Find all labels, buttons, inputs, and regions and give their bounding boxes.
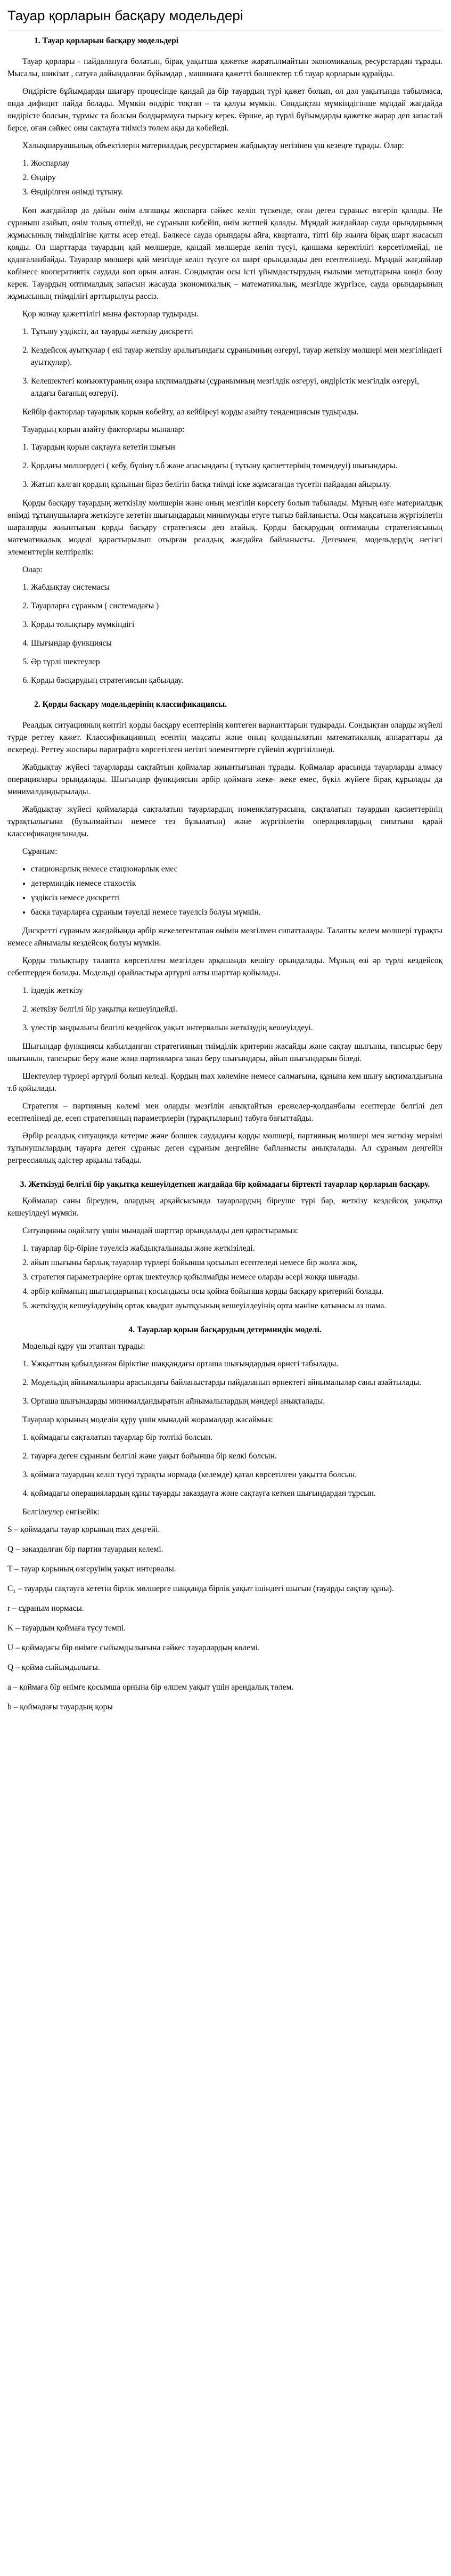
paragraph-2: Өндірісте бұйымдарды шығару процесінде қандай да бір тауардың түрі қажет болып, ол дәл уақытында табылмаса, онда дифицит пайда болады. Мүмкін өндіріс тоқтап – та қалуы мүмкін. Сондықтан мүмкіндігінше мұндай жағдайда өндірісте болсын, тұрмыс та болсын болдырмауға тырысу керек. Өрине, әр түрлі бұйымдарды қажетке жарар деп запастай берсе, оған сәйкес оны сақтауға тиімсіз төлем ақы да көбейеді.: [7, 87, 442, 133]
list-item: 1. Ұжқыттың қабылданған біріктіне шаққандағы орташа шығындардың өрнегі табылады.: [31, 1358, 442, 1370]
paragraph-14: Дискретті сұраным жағдайында әрбір жекелегентапан өнімін мезгілмен сипатталады. Талапты келем мөлшері тұрақты немесе айнымалы кездейсоқ болуы мүмкін.: [7, 926, 442, 948]
paragraph-17: Шектеулер түрлері әртүрлі болып келеді. Қордың max көлеміне немесе салмағына, құнына кем шығу ықтималдығына т.б қойылады.: [7, 1072, 442, 1093]
list-item: • детерминдік немесе стахостік: [31, 877, 442, 890]
paragraph-3: Халықшаруашылық объектілерін материалдық ресурстармен жабдықтау негізінен үш кезеңге тұрады. Олар:: [22, 141, 404, 150]
section-heading-4: 4. Тауарлар қорын басқарудың детерминдік моделі.: [128, 1325, 322, 1334]
paragraph-8: Қорды басқару тауардың жеткізілу мөлшерін және оның мезгілін көрсету болып табылады. Мұның өзге материалдық өнімді тұтынушыларға жеткізуге кететін шығындардың минимумды етуге тығыз байланысты. Осы мақсатына жүргізілетін шараларды жиынтығын қорды басқару стратегиясы деп атайық. Қорды басқарудың оптималды стратегиясының математикалық моделі қарастырылып отырған реалдық жағдайға байланысты. Дегенмен, модельдердің негізгі элементтерін келтірелік:: [7, 499, 442, 557]
notation-list: [7, 1523, 442, 1713]
list-item: 2. жеткізу белгілі бір уақытқа кешеуілдейді.: [31, 1003, 442, 1015]
notation-item: C₁ – тауарды сақтауға кететін бірлік мөлшерге шаққанда бірлік уақыт ішіндегі шығын (тауарды сақтау құны).: [7, 1584, 394, 1593]
list-demand-types: [7, 863, 442, 918]
section-heading-2: 2. Қорды басқару модельдерінің классификациясы.: [34, 700, 227, 709]
paragraph-15: Қорды толықтыру талапта көрсетілген мезгілден арқашанда кешігу орындалады. Мұның өзі әр түрлі кездейсоқ себептерден болады. Модельді орайластыра артүрлі алты шарттар қойылады.: [7, 956, 442, 977]
list-item: 2. Модельдің айнымалылары арасындағы байланыстарды пайдаланып өрнектегі айнымалылар саны азайтылады.: [31, 1376, 442, 1389]
notation-item: U – қоймадағы бір өнімге сыйымдылығына сәйкес тауарлардың көлемі.: [7, 1643, 260, 1652]
paragraph-10: Реалдық ситуацияның көптігі қорды басқару есептерінің көптеген варианттарын тудырады. Сондықтан оларды жүйелі түрде реттеу қажет. Классификацияның есептің мақсаты және оның қолданылатын математикалық аппараттары да өскереді. Реттеу жоспары параграфта көрсетілген негізгі элементтерге сүйеніп жүргізілінеді.: [7, 721, 442, 754]
list-item: 3. үлестір заңдылығы белгілі кездейсоқ уақыт интервалын жеткізудің кешеуілдеуі.: [31, 1022, 442, 1034]
list-stock-factors: [7, 325, 442, 400]
list-item: 4. Шығындар функциясы: [31, 637, 442, 649]
notation-item: Q – заказдалған бір партия тауардың келемі.: [7, 1545, 163, 1554]
list-item: 4. қоймадағы операциялардың құны тауарды заказдауға және сақтауға кеткен шығындардан тұрсын.: [31, 1487, 442, 1499]
notation-item: K – тауардың қоймаға түсу темпі.: [7, 1624, 126, 1633]
list-reduce-factors: [7, 441, 442, 491]
list-item: 2. Тауарларға сұраным ( системадағы ): [31, 600, 442, 612]
paragraph-5: Қор жинау қажеттілігі мына факторлар тудырады.: [22, 309, 199, 319]
notation-item: b – қоймадағы тауардың қоры: [7, 1702, 113, 1711]
list-item: 2. тауарға деген сұраным белгілі және уақыт бойынша бір келкі болсын.: [31, 1450, 442, 1462]
list-model-elements: [7, 581, 442, 687]
paragraph-20: Қоймалар саны біреуден, олардың арқайсысында тауарлардың біреуше түрі бар, жеткізу кездейсоқ уақытқа кешеуілдеуі мүмкін.: [7, 1196, 442, 1218]
list-item: 6. Қорды басқарудың стратегиясын қабылдау.: [31, 674, 442, 687]
list-item: • үздіксіз немесе дискретті: [31, 892, 442, 904]
list-delivery-conditions: [7, 984, 442, 1034]
paragraph-1: Тауар қорлары - пайдалануға болатын, бірақ уақытша қажетке жаратылмайтын экономикалық ресурстардан тұрады. Мысалы, шикізат , сатуға дайындалған бұйымдар , машинаға қажетті бөлшектер т.б тауар қорларын құрайды.: [7, 57, 442, 78]
list-item: • стационарлық немесе стационарлық емес: [31, 863, 442, 875]
list-item: 1. қоймадағы сақталатын тауарлар бір толтікі болсын.: [31, 1431, 442, 1444]
list-item: 2. Кездейсоқ ауытқулар ( екі тауар жеткізу аралығындағы сұранымның өзгеруі, тауар жеткізу мөлшері мен мезгіліндегі ауытқулар).: [31, 344, 442, 369]
paragraph-6: Кейбір факторлар тауарлық қорын көбейту, ал кейбіреуі қорды азайту тенденциясын тудырады.: [22, 407, 359, 417]
paragraph-24: Белгілеулер енгізейік:: [22, 1507, 100, 1517]
paragraph-12: Жабдықтау жүйесі қоймаларда сақталатын тауарлардың номенклатурасына, сақталатын тауардың қасиеттерінің тұрақтылығына (бузылмайтын немесе тез бұзылатын) және жүргізілетін операциялардың сипатына қарай классификацияланады.: [7, 805, 442, 838]
list-model-stages: [7, 1358, 442, 1407]
list-supply-stages: [7, 157, 442, 198]
list-item: 2. Өндіру: [31, 172, 442, 184]
paragraph-23: Тауарлар қорының моделін құру үшін мынадай жорамалдар жасаймыз:: [22, 1415, 273, 1424]
notation-item: a – қоймаға бір өнімге қосымша орнына бір өлшем уақыт үшін арендалық төлем.: [7, 1683, 294, 1692]
list-item: 3. стратегия параметрлеріне ортақ шектеулер қойылмайды немесе оларды әсері жоққа шығады.: [31, 1271, 442, 1283]
paragraph-11: Жабдықтау жүйесі тауарларды сақтайтын қоймалар жиынтығынан тұрады. Қоймалар арасында тауарларды алмасу операциялары орындалады. Шығындар функциясын әрбір қоймаға жеке- жеке емес, бүкіл жүйеге бірақ құрылады да минималдандырылады.: [7, 763, 442, 796]
notation-item: Q – қойма сыйымдылығы.: [7, 1663, 100, 1672]
list-item: 4. әрбір қойманың шығындарының қосындысы осы қойма бойынша қорды басқару критерийі болады.: [31, 1285, 442, 1298]
paragraph-7: Тауардың қорын азайту факторлары мыналар:: [22, 425, 185, 434]
list-model-assumptions: [7, 1431, 442, 1499]
page-title: Тауар қорларын басқару модельдері: [7, 7, 243, 23]
list-item: 3. Өндірілген өнімді тұтыну.: [31, 186, 442, 198]
list-item: 1. тауарлар бір-біріне тәуелсіз жабдықталынады және жеткізіледі.: [31, 1242, 442, 1254]
list-item: 2. Қордағы мөлшердегі ( кебу, бүлінү т.б жане апасындағы ( тұтыну қасиеттерінің төмендеуі) шығындары.: [31, 460, 442, 472]
section-heading-1: 1. Тауар қорларын басқару модельдері: [34, 36, 179, 45]
list-item: 3. қоймаға тауардың келіп түсуі тұрақты нормада (келемде) қатал көрсетілген уақытта болсын.: [31, 1469, 442, 1481]
notation-item: S – қоймадағы тауар қорының max деңгейі.: [7, 1525, 160, 1534]
list-item: 2. айып шығыны барлық тауарлар түрлері бойынша қосылып есептеледі немесе бір жолға жоқ.: [31, 1257, 442, 1269]
section-heading-3: 3. Жеткізуді белгілі бір уақытқа кешеуілдеткен жағдайда бір қоймадағы біртекті тауарлар қорларын басқару.: [20, 1180, 430, 1189]
list-item: 3. Қорды толықтыру мүмкіндігі: [31, 618, 442, 631]
notation-item: r – сұраным нормасы.: [7, 1604, 84, 1613]
list-item: 1. Жоспарлау: [31, 157, 442, 169]
list-item: 1. Жабдықтау системасы: [31, 581, 442, 593]
notation-item: T – тауар қорының өзгеруінің уақыт интервалы.: [7, 1564, 176, 1574]
list-item: 1. Тауардың қорын сақтауға кететін шығын: [31, 441, 442, 453]
paragraph-22: Модельді құру үш этаптан тұрады:: [22, 1342, 145, 1351]
list-item: 1. іздедік жеткізу: [31, 984, 442, 997]
paragraph-4: Көп жағдайлар да дайын өнім алғашқы жоспарға сәйкес келіп түскенде, оған деген сұраныс өзгеріп қалады. Не сұраныш азайып, өнім толық өтпейді, не сұраныш көбейіп, өнім жетпей қалады. Мұндай жағдайлар сауда орындарының жұмысының тиімділігіне қатты әсер етеді. Бәлкесе сауда орындары айға, кварталға, тіпті бір жылға бірақ шарт жасасып қояды. Ол шарттарда тауардың қай мөлшерде, қандай мөлшерде келіп түсуі, қаншама керектілігі көрсетілмейді, не қадағаланбайды. Тауарлар мөлшері қай мезгілде келіп түсуге ол шарт орындалады деп есептелінеді. Мұндай жағдайлар көбінесе кооперативтік саудада көп орын алған. Сондықтан осы істі ұйымдастырудың ғылыми методтарына көңіл бөлу керек. Тауардың оптималдық запасын жасауда экономикалық – математикалық, мезгілде жүргізсе, сауда орындарының жұмысының тиімділігі арттырылуы рассіз.: [7, 206, 442, 301]
list-item: 5. Әр түрлі шектеулер: [31, 656, 442, 668]
paragraph-13: Сұраным:: [22, 847, 58, 856]
paragraph-19: Әрбір реалдық ситуацияда кетерме және бөлшек саудадағы қорды мөлшері, партияның мөлшері мен жеткізу мерзімі тұтынушылардың тауарға деген сұраныс деген сұраным деңгейіне байланысты анықталады. Ал сұраным деңгейін регрессиялық әдістер арқылы табады.: [7, 1131, 442, 1165]
list-assumptions: [7, 1242, 442, 1312]
list-item: 1. Тұтыну уздіксіз, ал тауарды жеткізу дискретті: [31, 325, 442, 338]
paragraph-18: Стратегия – партияның көлемі мен оларды мезгілін анықтайтын ережелер-қолданбалы есептерде белгілі деп есептелінеді де, есеп стратегияның параметрлерін (тұрақтыларын) табуға бағыттайды.: [7, 1102, 442, 1123]
paragraph-16: Шығындар функциясы қабылданған стратегияның тиімділік критерин жасайды және сақтау шығыны, тапсырыс беру шығынын, тапсырыс беру және жаңа партияларға заказ беру шығындары, айып шығындарын біледі.: [7, 1042, 442, 1063]
list-item: 3. Орташа шығындарды минималдандыратын айнымалылардың мәндері анықталады.: [31, 1395, 442, 1407]
list-item: 5. жеткізудің кешеуілдеуінің ортақ квадрат ауытқуының кешеуілдеуінің орта мәніне қатынасы аз шама.: [31, 1300, 442, 1312]
list-item: 3. Жатып қалған қордың құнының біраз белігін басқа тиімді іске жұмсағанда түсетін пайдадан айырылу.: [31, 478, 442, 491]
paragraph-9: Олар:: [22, 565, 43, 574]
list-item: • басқа тауарларға сұраным тәуелді немесе тәуелсіз болуы мүмкін.: [31, 906, 442, 918]
paragraph-21: Ситуацияны оңайлату үшін мынадай шарттар орындалады деп қарастырамыз:: [22, 1226, 298, 1235]
list-item: 3. Келешектегі конъюктураның өзара ықтималдығы (сұранымның мезгілдік өзгеруі, өндірістік мезгілдік өзгеруі, алдағы бағаның өзгеруі).: [31, 375, 442, 400]
